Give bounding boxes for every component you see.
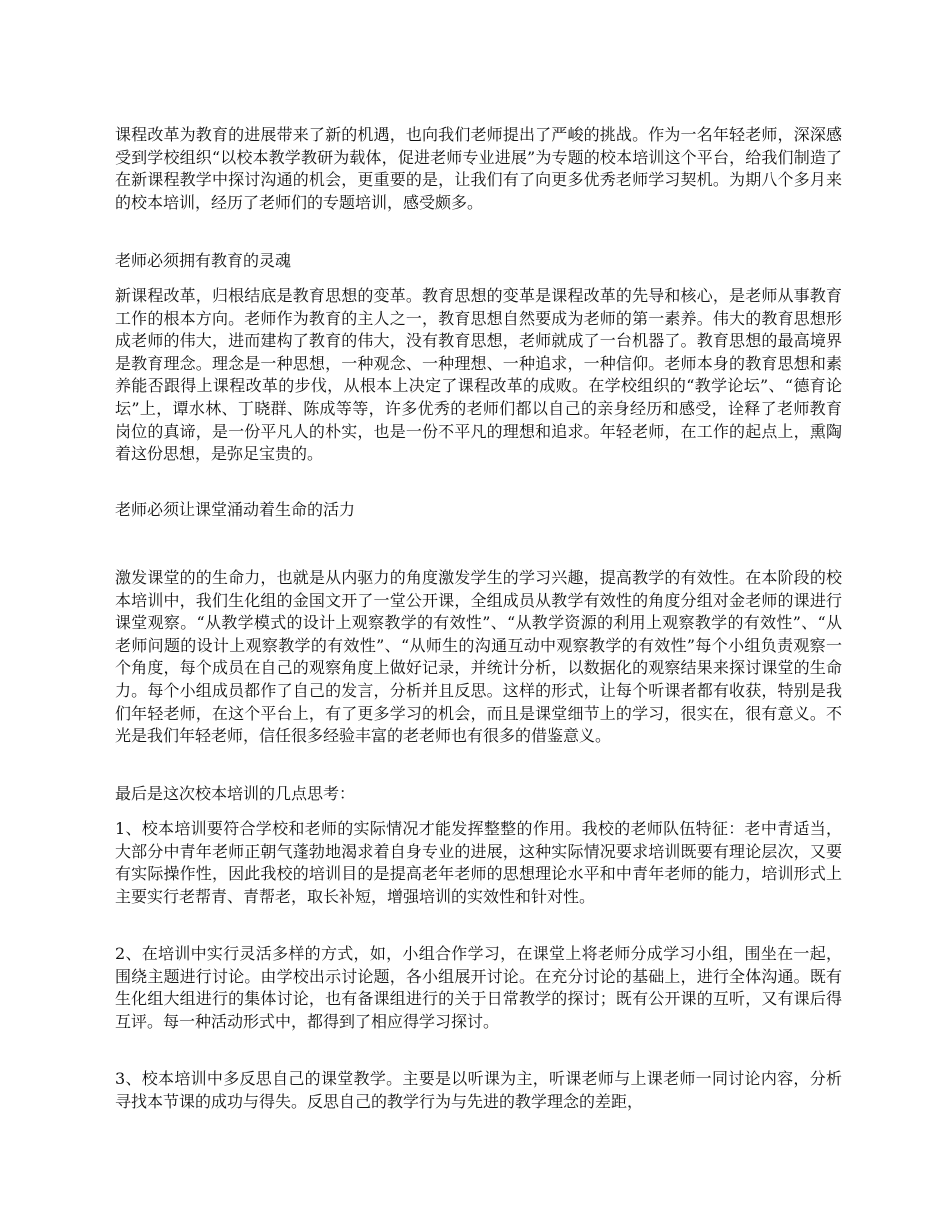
paragraph-reflection-3: 3、校本培训中多反思自己的课堂教学。主要是以听课为主，听课老师与上课老师一同讨论内容，分析寻找本节课的成功与得失。反思自己的教学行为与先进的教学理念的差距，	[115, 1069, 842, 1111]
document-page	[115, 124, 842, 1113]
paragraph-reflection-2: 2、在培训中实行灵活多样的方式，如，小组合作学习，在课堂上将老师分成学习小组，围坐在一起，围绕主题进行讨论。由学校出示讨论题，各小组展开讨论。在充分讨论的基础上，进行全体沟通。既有生化组大组进行的集体讨论，也有备课组进行的关于日常教学的探讨；既有公开课的互听，又有课后得互评。每一种活动形式中，都得到了相应得学习探讨。	[115, 944, 842, 1031]
section-heading-soul: 老师必须拥有教育的灵魂	[115, 251, 292, 270]
paragraph-classroom-vitality: 激发课堂的的生命力，也就是从内驱力的角度激发学生的学习兴趣，提高教学的有效性。在本阶段的校本培训中，我们生化组的金国文开了一堂公开课，全组成员从教学有效性的角度分组对金老师的课进行课堂观察。“从教学模式的设计上观察教学的有效性”、“从教学资源的利用上观察教学的有效性”、“从老师问题的设计上观察教学的有效性”、“从师生的沟通互动中观察教学的有效性”每个小组负责观察一个角度，每个成员在自己的观察角度上做好记录，并统计分析，以数据化的观察结果来探讨课堂的生命力。每个小组成员都作了自己的发言，分析并且反思。这样的形式，让每个听课者都有收获，特别是我们年轻老师，在这个平台上，有了更多学习的机会，而且是课堂细节上的学习，很实在，很有意义。不光是我们年轻老师，信任很多经验丰富的老老师也有很多的借鉴意义。	[115, 568, 842, 746]
paragraph-reflection-1: 1、校本培训要符合学校和老师的实际情况才能发挥整整的作用。我校的老师队伍特征：老中青适当，大部分中青年老师正朝气蓬勃地渴求着自身专业的进展，这种实际情况要求培训既要有理论层次，又要有实际操作性，因此我校的培训目的是提高老年老师的思想理论水平和中青年老师的能力，培训形式上主要实行老帮青、青帮老，取长补短，增强培训的实效性和针对性。	[115, 819, 842, 906]
paragraph-reflections-intro: 最后是这次校本培训的几点思考：	[115, 784, 356, 803]
intro-paragraph: 课程改革为教育的进展带来了新的机遇，也向我们老师提出了严峻的挑战。作为一名年轻老师，深深感受到学校组织“以校本教学教研为载体，促进老师专业进展”为专题的校本培训这个平台，给我们制造了在新课程教学中探讨沟通的机会，更重要的是，让我们有了向更多优秀老师学习契机。为期八个多月来的校本培训，经历了老师们的专题培训，感受颇多。	[115, 125, 842, 212]
section-heading-vitality: 老师必须让课堂涌动着生命的活力	[115, 500, 356, 519]
paragraph-education-thought: 新课程改革，归根结底是教育思想的变革。教育思想的变革是课程改革的先导和核心，是老师从事教育工作的根本方向。老师作为教育的主人之一，教育思想自然要成为老师的第一素养。伟大的教育思想形成老师的伟大，进而建构了教育的伟大，没有教育思想，老师就成了一台机器了。教育思想的最高境界是教育理念。理念是一种思想，一种观念、一种理想、一种追求，一种信仰。老师本身的教育思想和素养能否跟得上课程改革的步伐，从根本上决定了课程改革的成败。在学校组织的“教学论坛”、“德育论坛”上，谭水林、丁晓群、陈成等等，许多优秀的老师们都以自己的亲身经历和感受，诠释了老师教育岗位的真谛，是一份平凡人的朴实，也是一份不平凡的理想和追求。年轻老师，在工作的起点上，熏陶着这份思想，是弥足宝贵的。	[115, 286, 842, 464]
